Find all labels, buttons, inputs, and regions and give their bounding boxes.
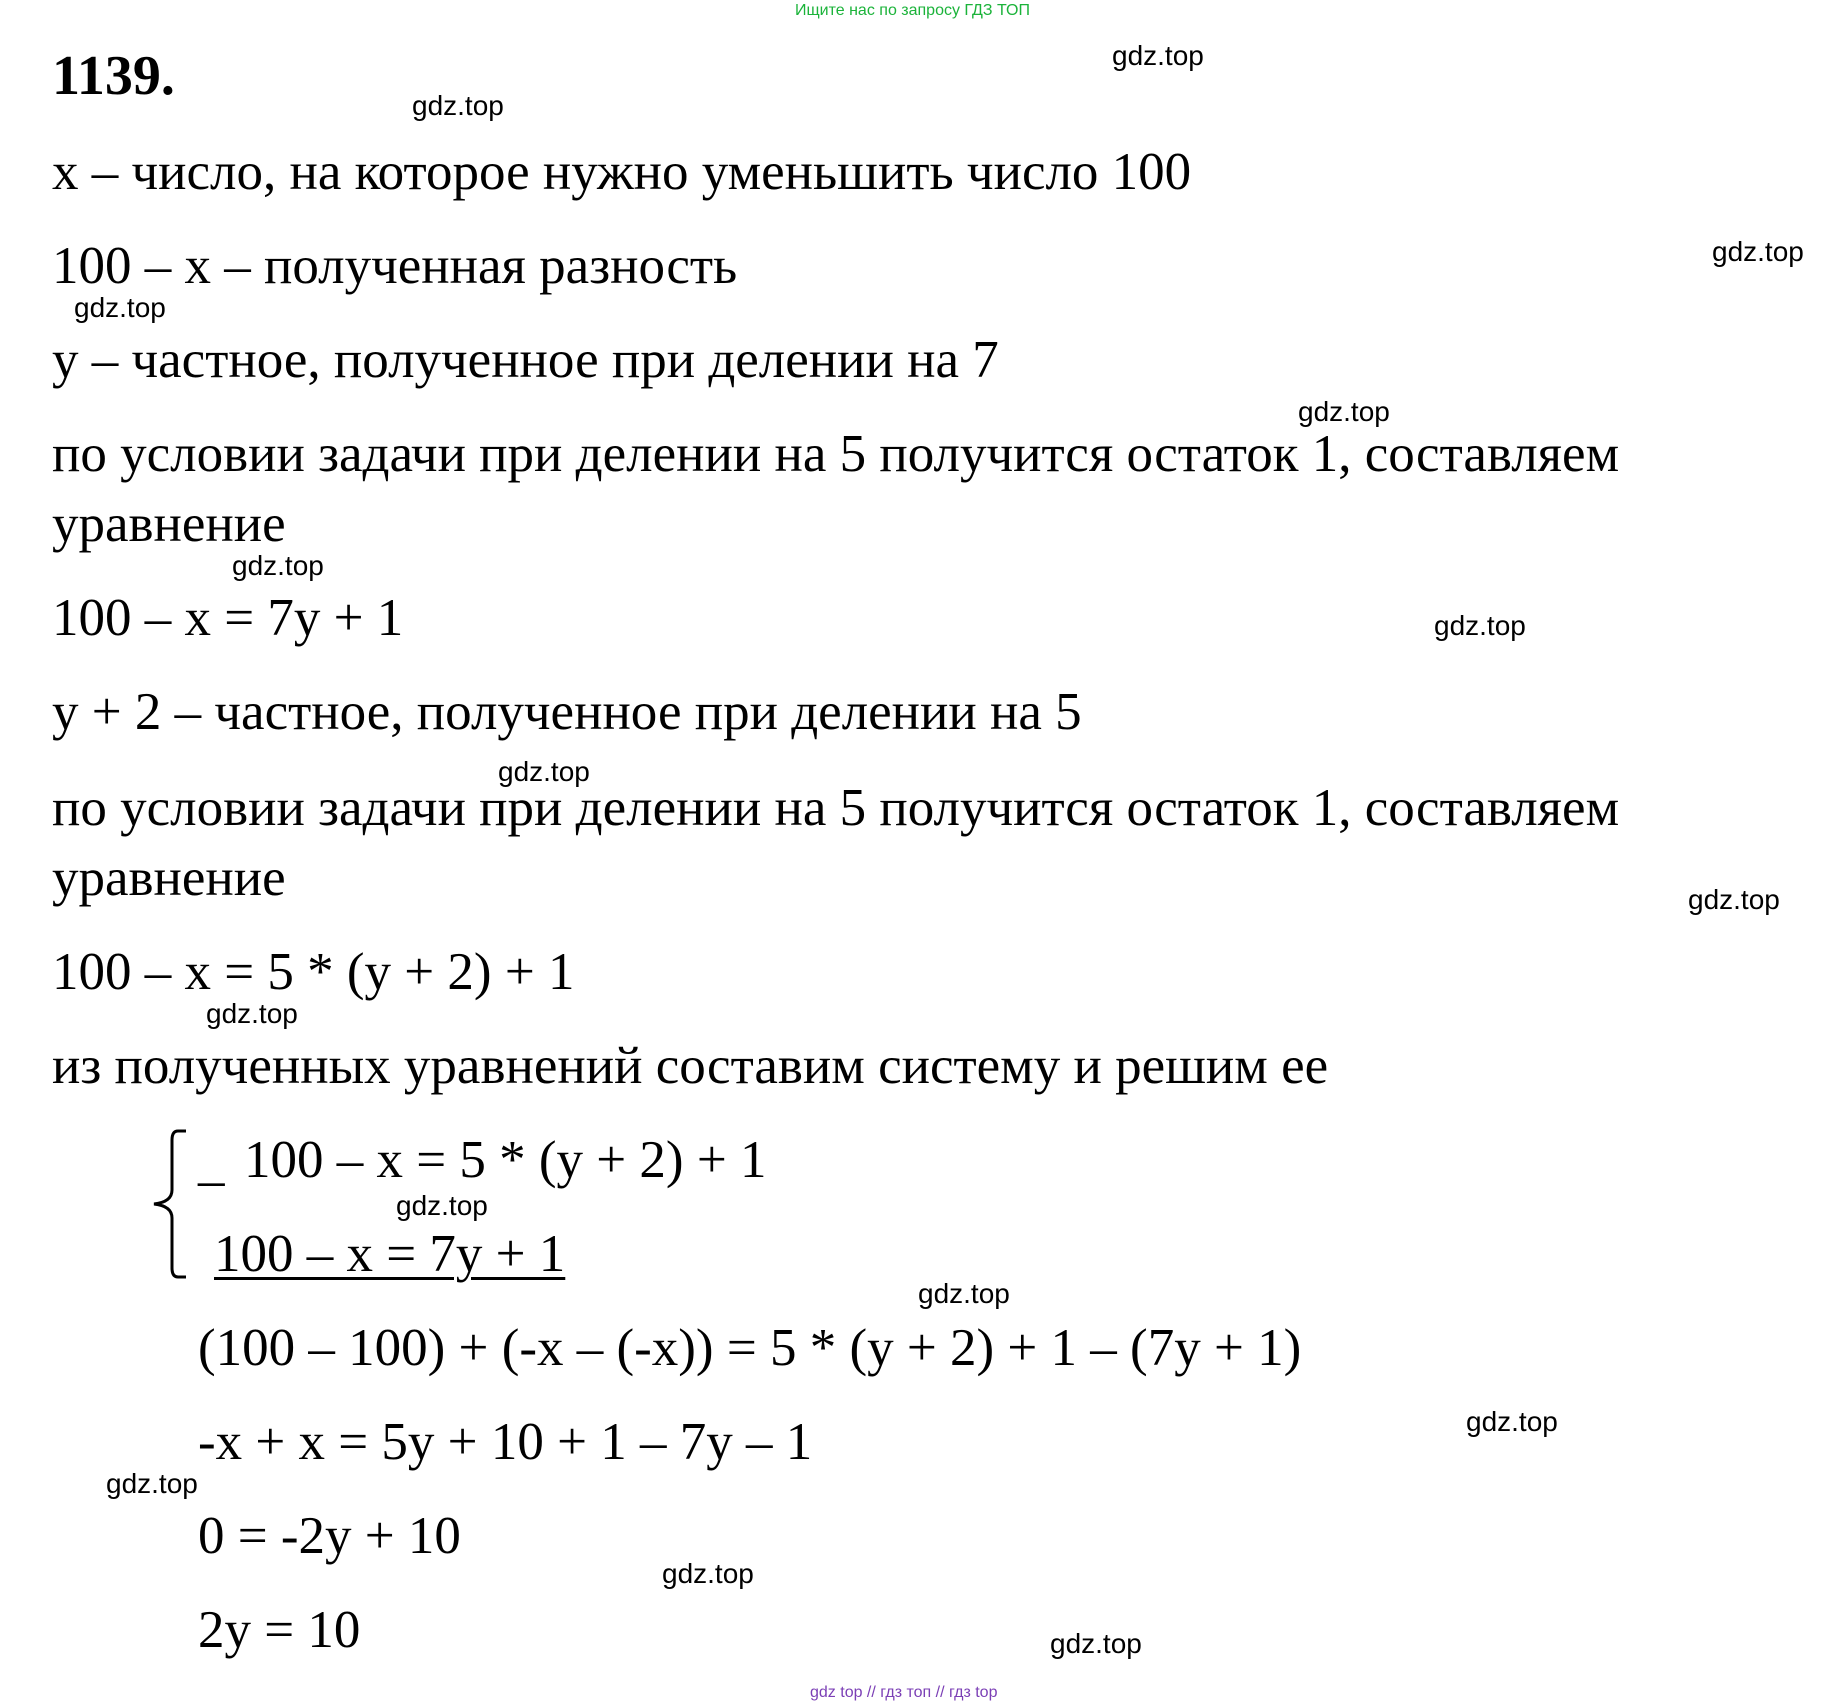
watermark: gdz.top [1712, 236, 1804, 267]
system-minus-sign: _ [198, 1133, 225, 1191]
solution-line-8: по условии задачи при делении на 5 получится остаток 1, составляем [52, 779, 1620, 837]
step-2: -x + x = 5y + 10 + 1 – 7y – 1 [198, 1413, 813, 1471]
problem-number: 1139. [52, 45, 175, 107]
system-equation-2: 100 – x = 7y + 1 [214, 1225, 566, 1283]
solution-line-4: по условии задачи при делении на 5 получится остаток 1, составляем [52, 425, 1620, 483]
watermark: gdz.top [1298, 396, 1390, 427]
solution-line-3: y – частное, полученное при делении на 7 [52, 331, 999, 389]
watermark: gdz.top [74, 292, 166, 323]
watermark: gdz.top [396, 1190, 488, 1221]
watermark: gdz.top [662, 1558, 754, 1589]
equation-1: 100 – x = 7y + 1 [52, 589, 404, 647]
equation-2: 100 – x = 5 * (y + 2) + 1 [52, 943, 575, 1001]
system-brace-icon [148, 1128, 194, 1280]
solution-line-7: y + 2 – частное, полученное при делении на 5 [52, 683, 1082, 741]
solution-line-5: уравнение [52, 495, 286, 553]
bottom-banner-text: gdz top // гдз топ // гдз top [810, 1684, 998, 1701]
solution-line-1: x – число, на которое нужно уменьшить число 100 [52, 143, 1192, 201]
solution-line-2: 100 – x – полученная разность [52, 237, 738, 295]
watermark: gdz.top [1688, 884, 1780, 915]
watermark: gdz.top [412, 90, 504, 121]
watermark: gdz.top [1466, 1406, 1558, 1437]
step-3: 0 = -2y + 10 [198, 1507, 461, 1565]
solution-line-11: из полученных уравнений составим систему и решим ее [52, 1037, 1329, 1095]
top-banner-text: Ищите нас по запросу ГДЗ ТОП [795, 2, 1030, 19]
watermark: gdz.top [918, 1278, 1010, 1309]
watermark: gdz.top [106, 1468, 198, 1499]
step-1: (100 – 100) + (-x – (-x)) = 5 * (y + 2) + 1 – (7y + 1) [198, 1319, 1302, 1377]
step-4: 2y = 10 [198, 1601, 361, 1659]
watermark: gdz.top [1434, 610, 1526, 641]
solution-line-9: уравнение [52, 849, 286, 907]
watermark: gdz.top [1112, 40, 1204, 71]
system-equation-1: 100 – x = 5 * (y + 2) + 1 [244, 1131, 767, 1189]
watermark: gdz.top [206, 998, 298, 1029]
watermark: gdz.top [232, 550, 324, 581]
watermark: gdz.top [498, 756, 590, 787]
watermark: gdz.top [1050, 1628, 1142, 1659]
